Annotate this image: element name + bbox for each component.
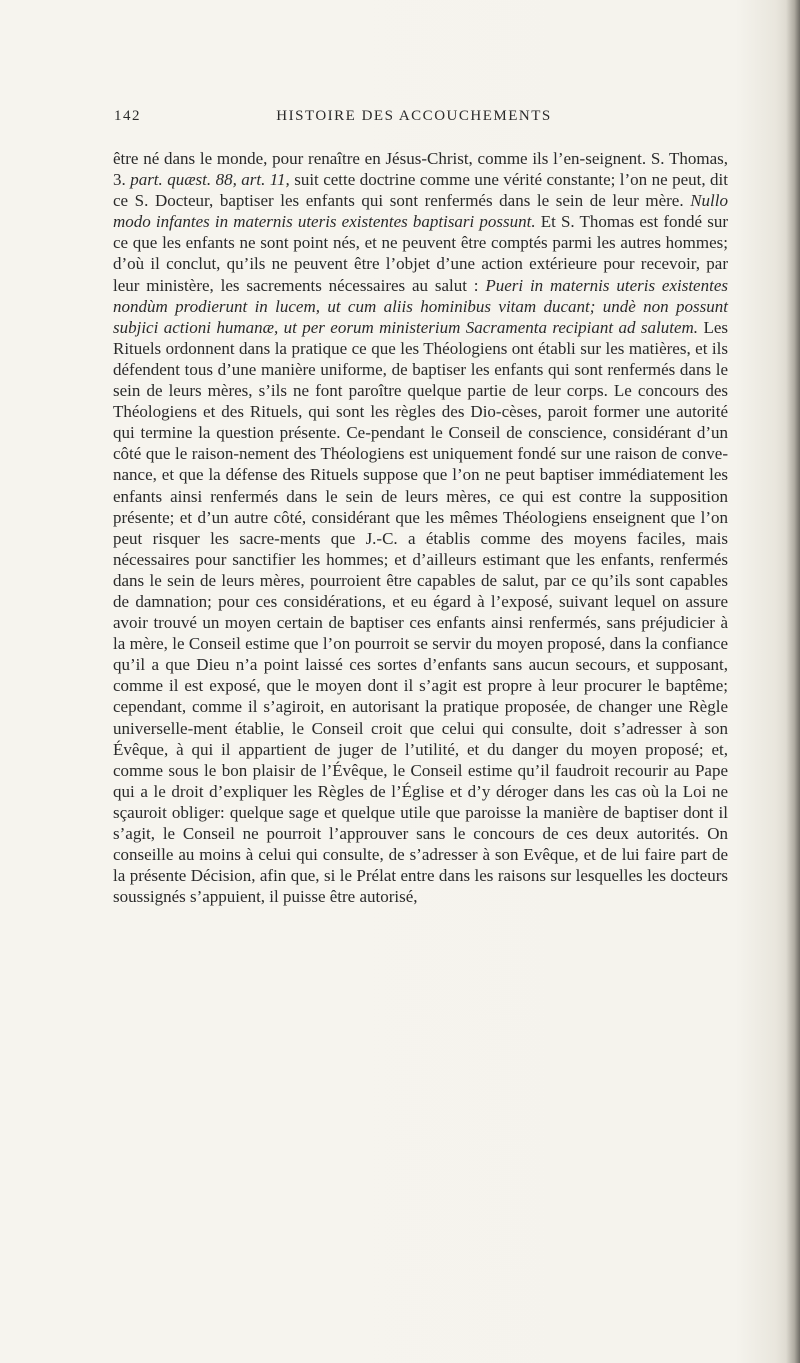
text-segment: être né dans le monde, pour renaître en Jésus-Christ, comme ils l’en-seignent. S. Thomas, 3. [113, 149, 728, 190]
running-head [96, 108, 732, 132]
page-edge-shadow [786, 0, 800, 1363]
body-text [113, 148, 728, 907]
latin-quotation: Pueri in maternis uteris existentes nondùm prodierunt in lucem, ut cum aliis hominibus vitam ducant; undè non possunt subjici actioni humanæ, ut per eorum ministerium Sacramenta recipiant ad salutem. [113, 275, 728, 337]
text-segment: Et S. Thomas est fondé sur ce que les enfants ne sont point nés, et ne peuvent être comptés parmi les autres hommes; d’où il conclut, qu’ils ne peuvent être l’objet d’une action extérieure pour recevoir, par leur ministère, les sacrements nécessaires au salut : [113, 212, 728, 295]
text-segment: suit cette doctrine comme une vérité constante; l’on ne peut, dit ce S. Docteur, baptiser les enfants qui sont renfermés dans le sein de leur mère. [113, 170, 729, 211]
latin-quotation: Nullo modo infantes in maternis uteris existentes baptisari possunt. [113, 191, 728, 232]
running-title: HISTOIRE DES ACCOUCHEMENTS [276, 108, 552, 124]
text-segment: Les Rituels ordonnent dans la pratique ce que les Théologiens ont établi sur les matières, et ils défendent tous d’une manière uniforme, de baptiser les enfants qui sont renfermés dans le sein de leurs mères, s’ils ne font paroître quelque partie de leur corps. Le concours des Théologiens et des Rituels, qui sont les règles des Dio-cèses, paroit former une autorité qui termine la question présente. Ce-pendant le Conseil de conscience, considérant d’un côté que le raison-nement des Théologiens est uniquement fondé sur une raison de conve-nance, et que la défense des Rituels suppose que l’on ne peut baptiser immédiatement les enfants ainsi renfermés dans le sein de leurs mères, ce qui est contre la supposition présente; et d’un autre côté, considérant que les mêmes Théologiens enseignent que l’on peut risquer les sacre-ments que J.-C. a établis comme des moyens faciles, mais nécessaires pour sanctifier les hommes; et d’ailleurs estimant que les enfants, renfermés dans le sein de leurs mères, pourroient être capables de salut, par ce qu’ils sont capables de damnation; pour ces considérations, et eu égard à l’exposé, suivant lequel on assure avoir trouvé un moyen certain de baptiser ces enfants ainsi renfermés, sans préjudicier à la mère, le Conseil estime que l’on pourroit se servir du moyen proposé, dans la confiance qu’il a que Dieu n’a point laissé ces sortes d’enfants sans aucun secours, et supposant, comme il est exposé, que le moyen dont il s’agit est propre à leur procurer le baptême; cependant, comme il s’agiroit, en autorisant la pratique proposée, de changer une Règle universelle-ment établie, le Conseil croit que celui qui consulte, doit s’adresser à son Évêque, à qui il appartient de juger de l’utilité, et du danger du moyen proposé; et, comme sous le bon plaisir de l’Évêque, le Conseil estime qu’il faudroit recourir au Pape qui a le droit d’expliquer les Règles de l’Église et d’y déroger dans les cas où la Loi ne sçauroit obliger: quelque sage et quelque utile que paroisse la manière de baptiser dont il s’agit, le Conseil ne pourroit l’approuver sans le concours de ces deux autorités. On conseille au moins à celui qui consulte, de s’adresser à son Evêque, et de lui faire part de la présente Décision, afin que, si le Prélat entre dans les raisons sur lesquelles les docteurs soussignés s’appuient, il puisse être autorisé, [113, 317, 729, 907]
latin-citation: part. quæst. 88, art. 11, [130, 170, 290, 190]
page-number: 142 [114, 108, 141, 124]
paragraph [113, 148, 728, 907]
